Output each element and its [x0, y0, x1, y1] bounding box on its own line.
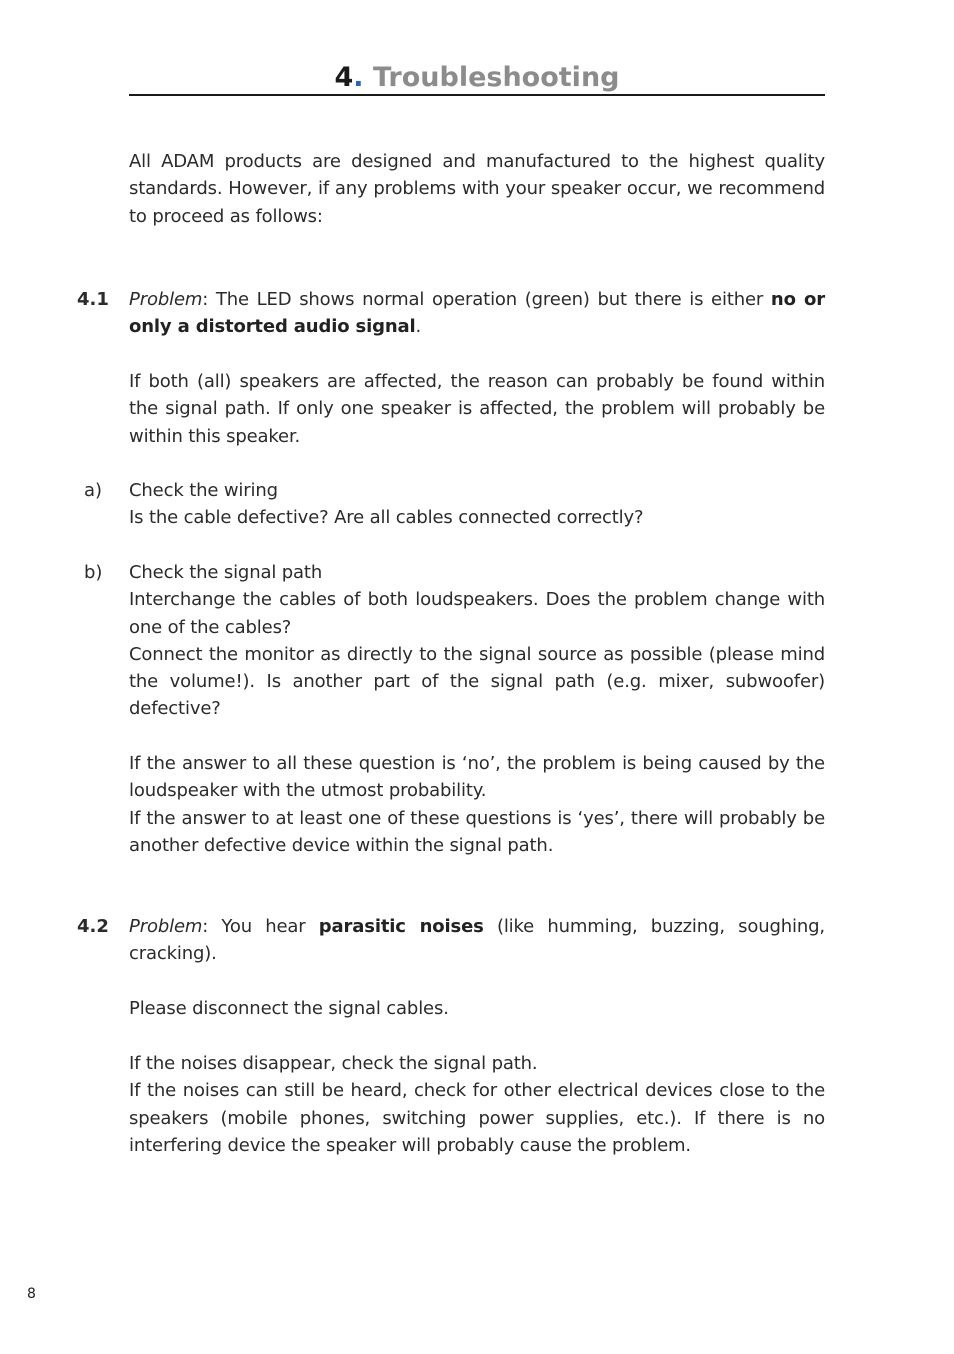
- problem-highlight: parasitic noises: [318, 916, 484, 937]
- chapter-title: Troubleshooting: [372, 62, 620, 93]
- section-4-1-paragraph-2: [129, 750, 825, 859]
- page-title: [129, 58, 825, 96]
- section-4-1-paragraph-1: If both (all) speakers are affected, the reason can probably be found within the signal path. If only one speaker is affected, the problem will probably be within this speaker.: [129, 371, 825, 447]
- problem-end: (like humming, buzzing, soughing, cracking).: [129, 916, 825, 965]
- problem-label: Problem: [129, 916, 203, 937]
- item-b-label: b): [84, 562, 103, 583]
- item-a-text: Is the cable defective? Are all cables connected correctly?: [129, 507, 644, 529]
- answer-no-text: If the answer to all these question is ‘no’, the problem is being caused by the loudspeaker with the utmost probability.: [129, 753, 825, 802]
- item-b-text-1: Interchange the cables of both loudspeakers. Does the problem change with one of the cables?: [129, 589, 825, 638]
- item-a: [129, 477, 825, 532]
- item-b-text-2: Connect the monitor as directly to the signal source as possible (please mind the volume!). Is another part of the signal path (e.g. mixer, subwoofer) defective?: [129, 643, 825, 720]
- answer-yes-text: If the answer to at least one of these questions is ‘yes’, there will probably be another defective device within the signal path.: [129, 807, 825, 856]
- section-number-4-1: 4.1: [77, 289, 109, 310]
- problem-highlight: no or only a distorted audio signal: [129, 289, 826, 338]
- section-4-1-problem: [129, 286, 825, 341]
- problem-end: .: [415, 316, 422, 338]
- item-b-title: Check the signal path: [129, 562, 323, 583]
- section-4-2-paragraph-2: [129, 1050, 825, 1159]
- section-4-2-paragraph-1: Please disconnect the signal cables.: [129, 998, 449, 1019]
- item-a-label: a): [84, 480, 103, 501]
- item-a-title: Check the wiring: [129, 480, 278, 501]
- problem-text: : The LED shows normal operation (green) but there is either: [202, 289, 771, 310]
- section-number-4-2: 4.2: [77, 916, 109, 937]
- chapter-dot: .: [353, 62, 364, 93]
- section-4-2-problem: [129, 913, 825, 968]
- problem-text: : You hear: [202, 916, 319, 937]
- noises-persist-text: If the noises can still be heard, check for other electrical devices close to the speakers (mobile phones, switching power supplies, etc.). If there is no interfering device the speaker will probably cause the problem.: [129, 1080, 825, 1156]
- problem-label: Problem: [129, 289, 203, 310]
- noises-disappear-text: If the noises disappear, check the signal path.: [129, 1053, 538, 1074]
- chapter-number: 4: [334, 62, 354, 93]
- item-b: [129, 559, 825, 723]
- page-number: 8: [27, 1286, 36, 1302]
- intro-paragraph: All ADAM products are designed and manufactured to the highest quality standards. However, if any problems with your speaker occur, we recommend to proceed as follows:: [129, 151, 825, 227]
